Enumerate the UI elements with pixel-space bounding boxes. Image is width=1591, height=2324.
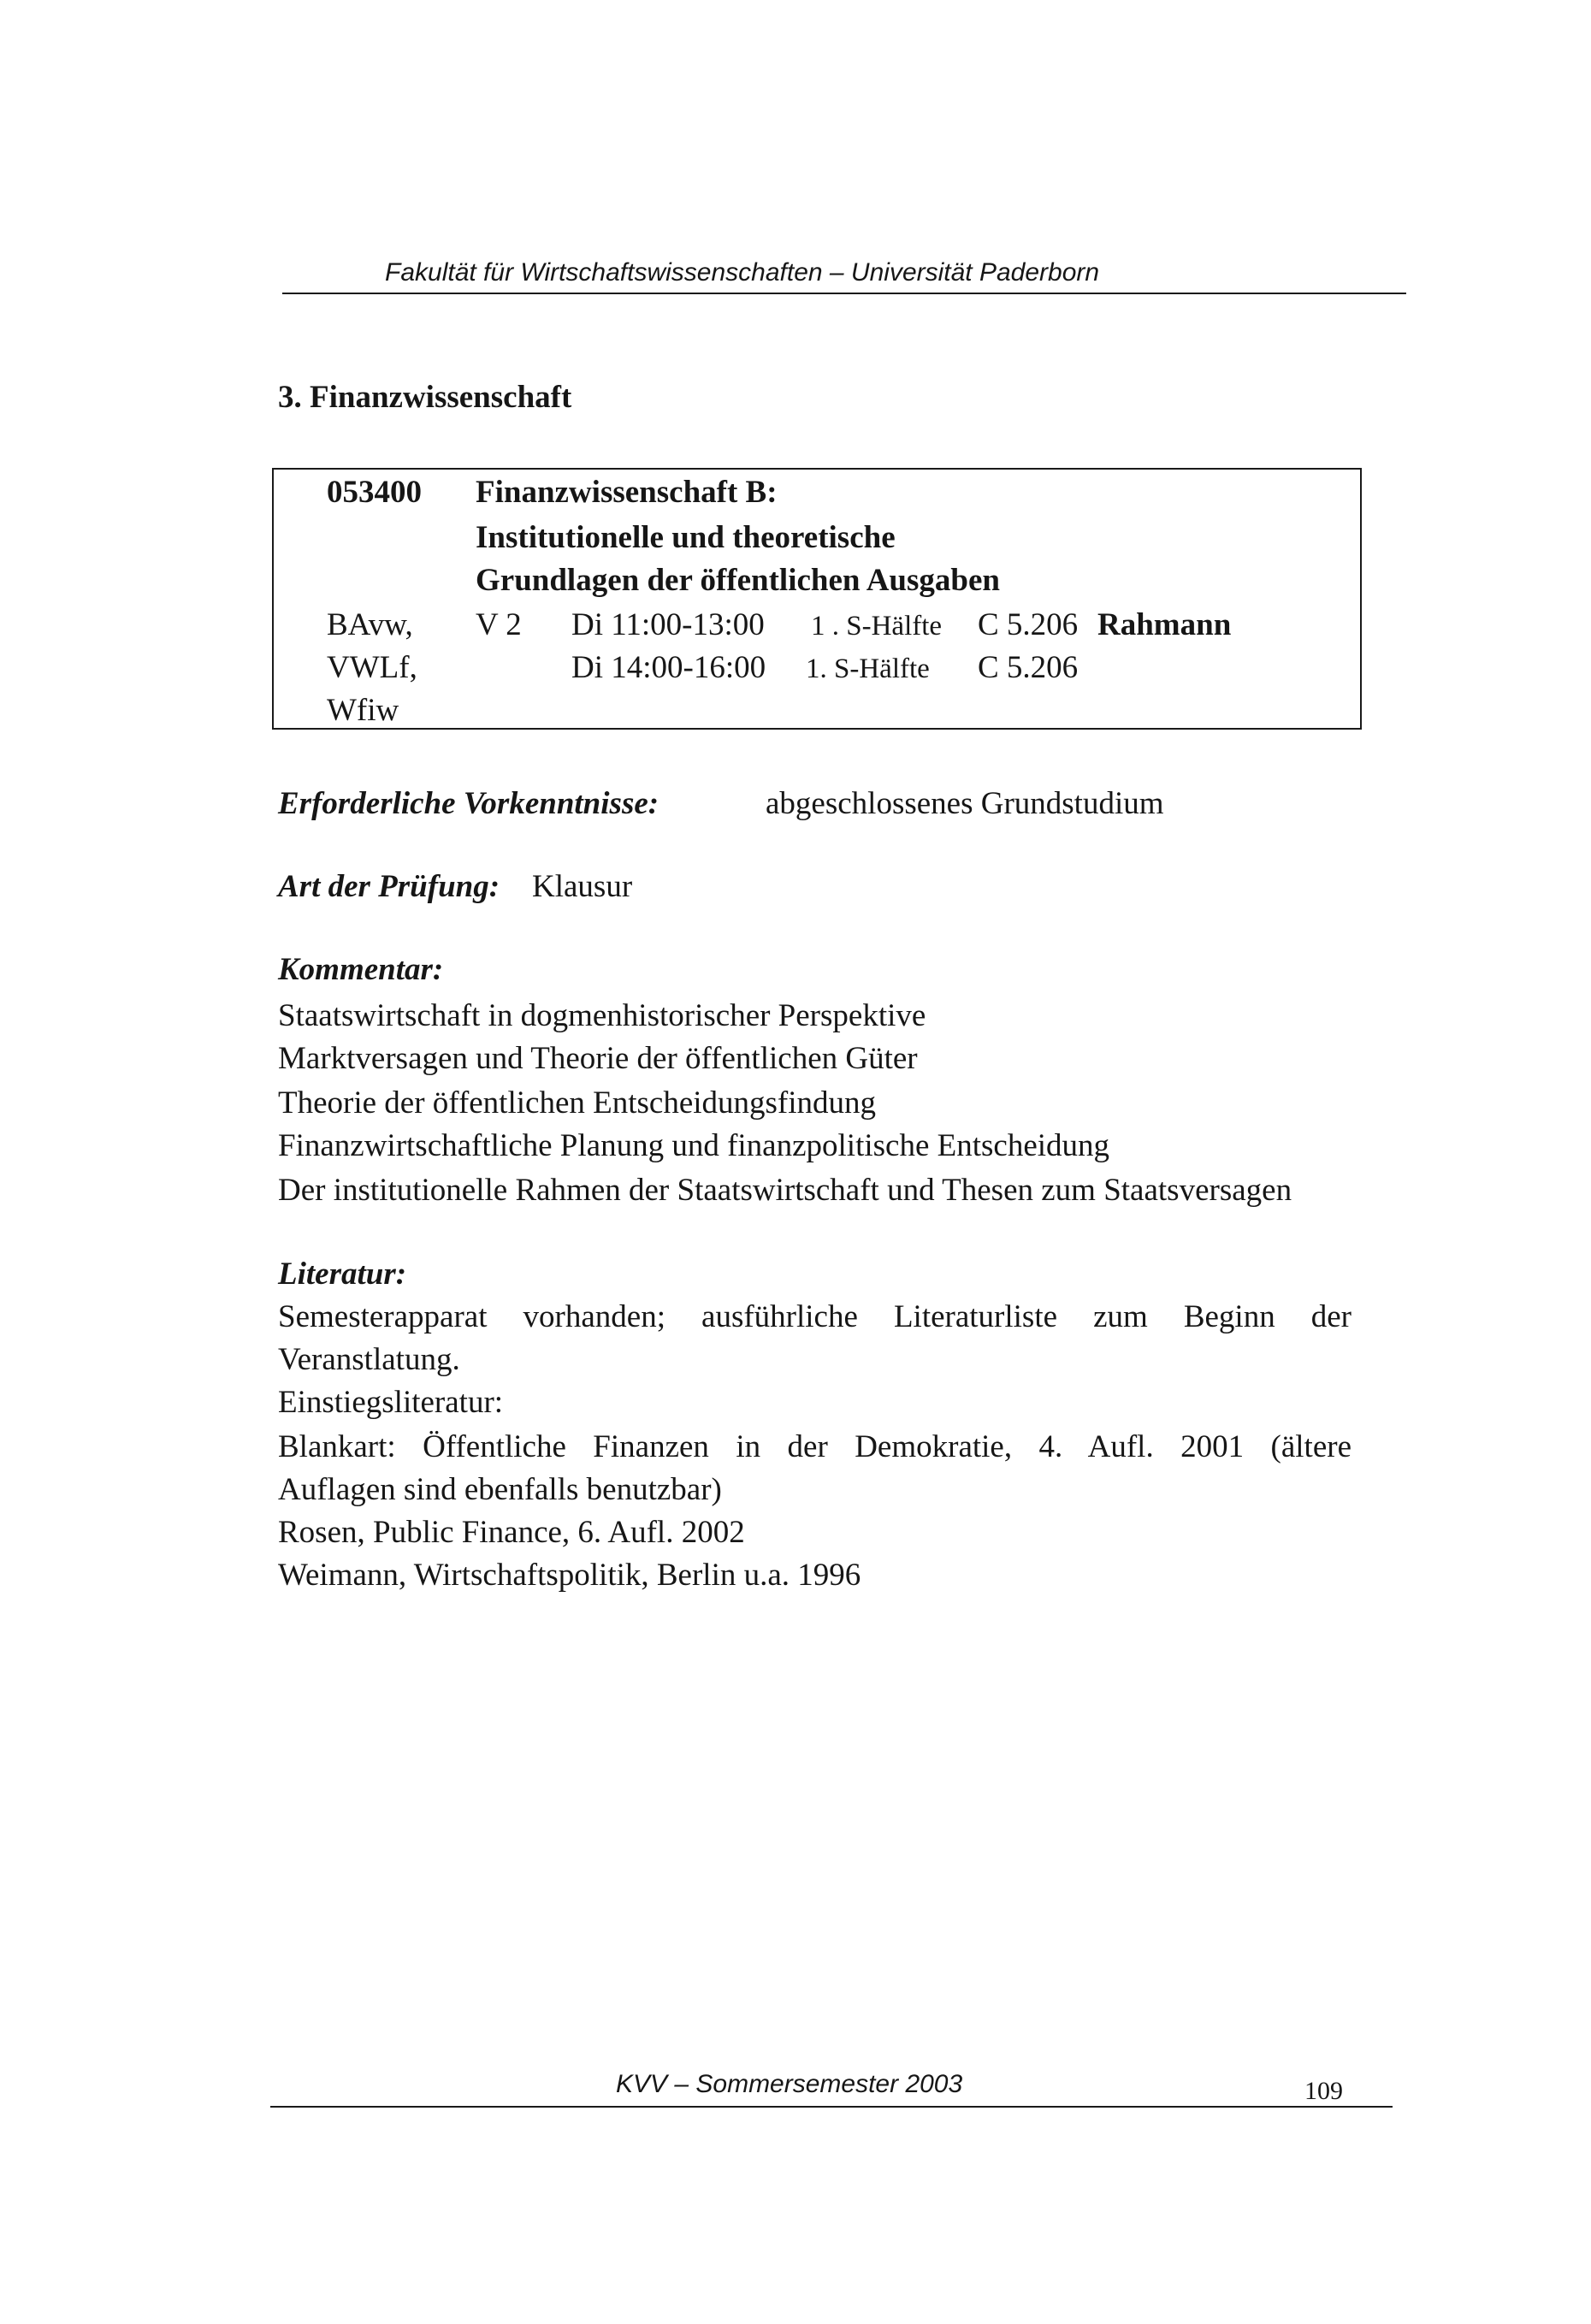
comment-line: Der institutionelle Rahmen der Staatswirtschaft und Thesen zum Staatsversagen bbox=[278, 1173, 1292, 1208]
literature-line: Rosen, Public Finance, 6. Aufl. 2002 bbox=[278, 1515, 745, 1550]
session-period: 1. S-Hälfte bbox=[806, 653, 930, 684]
literature-line: Veranstlatung. bbox=[278, 1342, 460, 1377]
comment-line: Marktversagen und Theorie der öffentlichen Güter bbox=[278, 1041, 918, 1076]
course-program: BAvw, bbox=[327, 607, 413, 642]
prerequisites-label: Erforderliche Vorkenntnisse: bbox=[278, 786, 659, 821]
comment-line: Finanzwirtschaftliche Planung und finanzpolitische Entscheidung bbox=[278, 1128, 1110, 1163]
session-period: 1 . S-Hälfte bbox=[811, 611, 943, 642]
comment-label: Kommentar: bbox=[278, 952, 444, 987]
session-time: Di 11:00-13:00 bbox=[571, 607, 765, 642]
course-title-line: Finanzwissenschaft B: bbox=[476, 475, 778, 510]
course-number: 053400 bbox=[327, 475, 422, 510]
running-footer: KVV – Sommersemester 2003 bbox=[616, 2070, 963, 2098]
session-time: Di 14:00-16:00 bbox=[571, 650, 766, 685]
session-room: C 5.206 bbox=[978, 650, 1079, 685]
literature-line: Einstiegsliteratur: bbox=[278, 1385, 504, 1420]
literature-line: Auflagen sind ebenfalls benutzbar) bbox=[278, 1472, 722, 1507]
course-type: V 2 bbox=[476, 607, 522, 642]
course-title-line: Grundlagen der öffentlichen Ausgaben bbox=[476, 563, 1000, 598]
literature-line: Semesterapparat vorhanden; ausführliche Literaturliste zum Beginn der bbox=[278, 1299, 1351, 1334]
literature-label: Literatur: bbox=[278, 1257, 407, 1292]
prerequisites-value: abgeschlossenes Grundstudium bbox=[766, 786, 1164, 821]
literature-line: Blankart: Öffentliche Finanzen in der Demokratie, 4. Aufl. 2001 (ältere bbox=[278, 1429, 1351, 1464]
comment-line: Theorie der öffentlichen Entscheidungsfindung bbox=[278, 1085, 877, 1121]
header-rule bbox=[282, 293, 1406, 294]
session-room: C 5.206 bbox=[978, 607, 1079, 642]
running-header: Fakultät für Wirtschaftswissenschaften – Universität Paderborn bbox=[385, 258, 1100, 287]
comment-line: Staatswirtschaft in dogmenhistorischer Perspektive bbox=[278, 998, 926, 1033]
footer-rule bbox=[270, 2106, 1393, 2108]
page-number: 109 bbox=[1304, 2077, 1343, 2105]
course-program: VWLf, bbox=[327, 650, 417, 685]
course-box bbox=[272, 468, 1362, 730]
exam-label: Art der Prüfung: bbox=[278, 869, 500, 904]
course-lecturer: Rahmann bbox=[1097, 607, 1232, 642]
course-program: Wfiw bbox=[327, 693, 399, 728]
course-title-line: Institutionelle und theoretische bbox=[476, 520, 896, 555]
section-title: 3. Finanzwissenschaft bbox=[278, 380, 572, 415]
literature-line: Weimann, Wirtschaftspolitik, Berlin u.a. 1996 bbox=[278, 1558, 861, 1593]
exam-value: Klausur bbox=[532, 869, 633, 904]
